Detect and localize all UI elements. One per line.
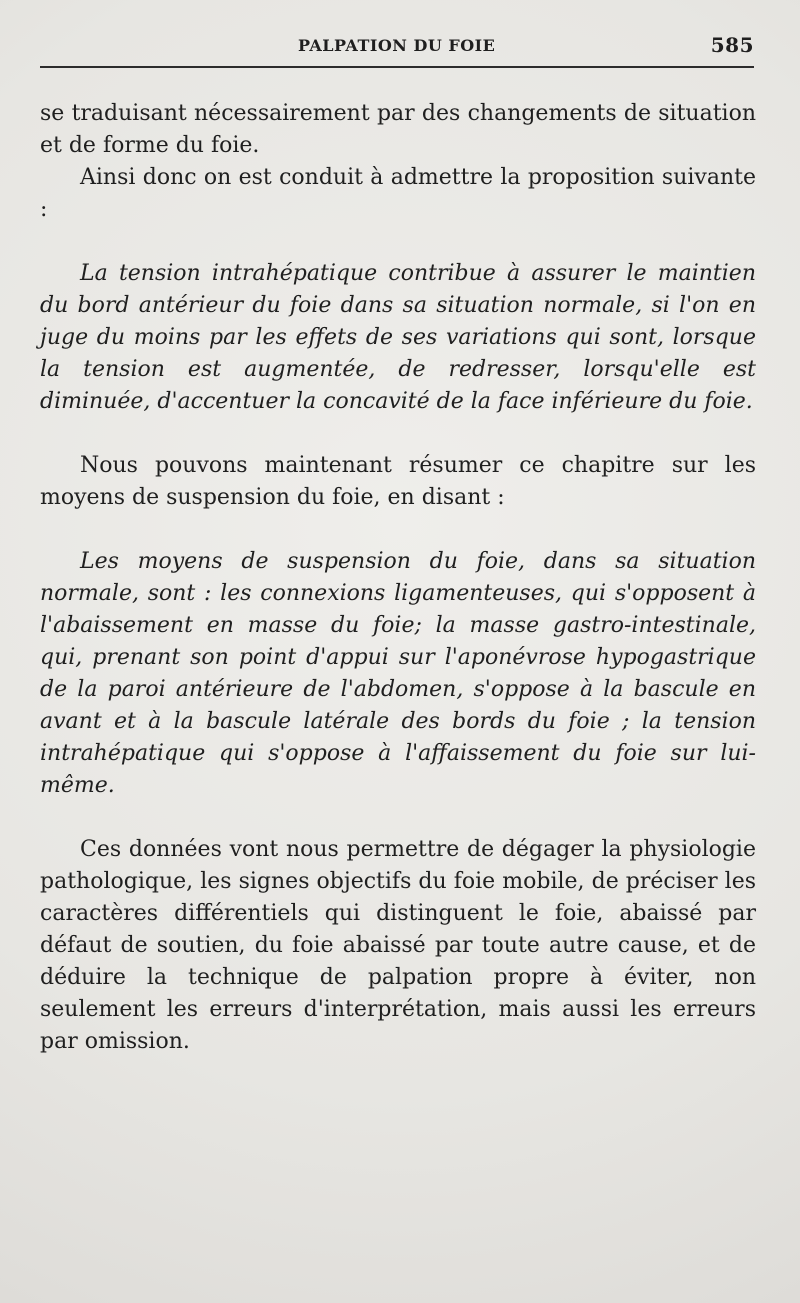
page-header [40,30,754,70]
page-number: 585 [710,33,754,57]
suspension-summary-paragraph: Les moyens de suspension du foie, dans sa situation normale, sont : les connexions ligamenteuses, qui s'opposent à l'abaissement en masse du foie; la masse gastro-intestinale, qui, prenant son point d'appui sur l'aponévrose hypogastrique de la paroi antérieure de l'abdomen, s'oppose à la bascule en avant et à la bascule latérale des bords du foie ; la tension intrahépatique qui s'oppose à l'affaissement du foie sur lui-même. [40,549,756,798]
paragraph-1: se traduisant nécessairement par des changements de situation et de forme du foie. [40,101,756,158]
header-rule [40,66,754,68]
running-head: PALPATION DU FOIE [298,36,496,55]
page-body [40,98,756,1090]
paragraph-2: Ainsi donc on est conduit à admettre la proposition suivante : [40,165,756,222]
summary-intro-paragraph: Nous pouvons maintenant résumer ce chapitre sur les moyens de suspension du foie, en disant : [40,453,756,510]
closing-paragraph: Ces données vont nous permettre de dégager la physiologie pathologique, les signes objectifs du foie mobile, de préciser les caractères différentiels qui distinguent le foie, abaissé par défaut de soutien, du foie abaissé par toute autre cause, et de déduire la technique de palpation propre à éviter, non seulement les erreurs d'interprétation, mais aussi les erreurs par omission. [40,837,756,1054]
proposition-paragraph: La tension intrahépatique contribue à assurer le maintien du bord antérieur du foie dans sa situation normale, si l'on en juge du moins par les effets de ses variations qui sont, lorsque la tension est augmentée, de redresser, lorsqu'elle est diminuée, d'accentuer la concavité de la face inférieure du foie. [40,261,756,414]
